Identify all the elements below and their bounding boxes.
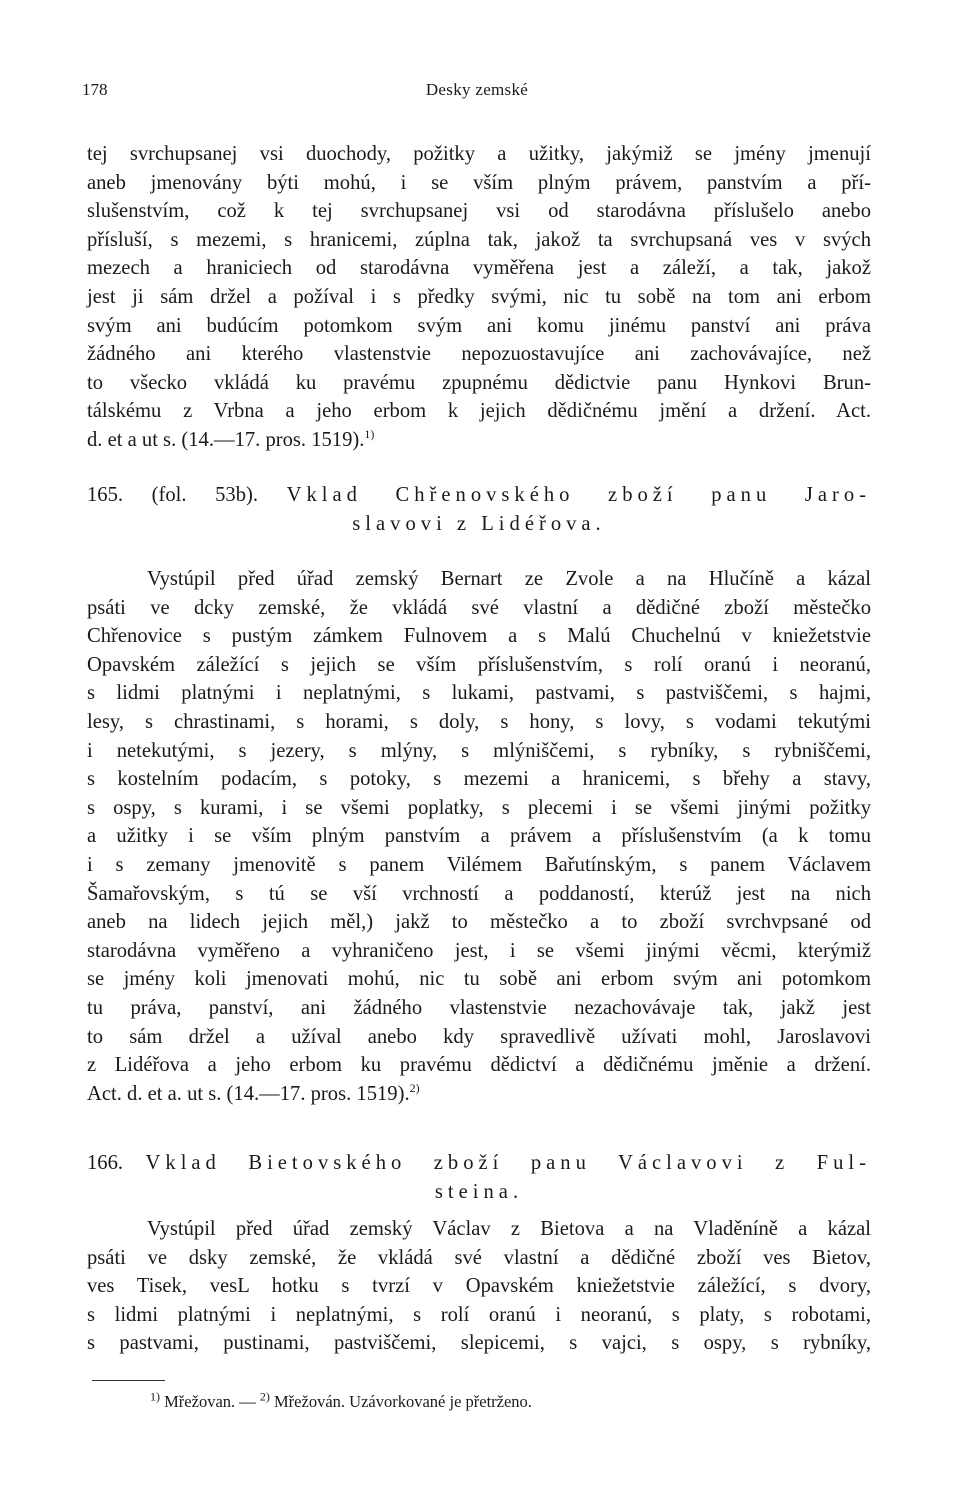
footnote-2-text: Mřežován. Uzávorkované je přetrženo. — [274, 1392, 532, 1411]
text-line: starodávna vyměřeno a vyhraničeno jest, i se všemi jinými věcmi, kterýmiž — [87, 939, 871, 962]
text-line: slušenstvím, což k tej svrchupsanej vsi od starodávna příslušelo anebo — [87, 200, 871, 223]
section-number: 165. — [87, 484, 124, 506]
text-line: psáti ve dcky zemské, že vkládá své vlastní a dědičné zboží městečko — [87, 596, 871, 619]
section-title-continuation: steina. — [434, 1180, 524, 1203]
text-line: s kostelním podacím, s potoky, s mezemi a hranicemi, s břehy a stavy, — [87, 768, 871, 791]
text-line: mezech a hraniciech od starodávna vyměřena jest a záleží, a tak, jakož — [87, 257, 871, 280]
text-line: s pastvami, pustinami, pastviščemi, slepicemi, s vajci, s ospy, s rybníky, — [87, 1332, 871, 1355]
text-line: psáti ve dsky zemské, že vkládá své vlastní a dědičné zboží ves Bietov, — [87, 1246, 871, 1269]
text-line: Act. d. et a. ut s. (14.—17. pros. 1519).$^{2)}$ — [87, 1080, 420, 1105]
text-line: se jmény koli jmenovati mohú, nic tu sobě ani erbom svým ani potomkom — [87, 968, 871, 991]
text-line: tu práva, panství, ani žádného vlastenstvie nezachovávaje tak, jakž jest — [87, 996, 871, 1019]
section-166-body — [87, 1215, 871, 1358]
page-number: 178 — [82, 80, 108, 99]
text-line: tálskému z Vrbna a jeho erbom k jejich dědičnému jmění a držení. Act. — [87, 400, 871, 423]
text-line: s lidmi platnými i neplatnými, s lukami, pastvami, s pastviščemi, s hajmi, — [87, 682, 871, 705]
section-164-continuation — [87, 140, 871, 455]
footnotes — [150, 1389, 532, 1412]
folio-reference: (fol. 53b). — [151, 484, 258, 506]
text-line: aneb jmenovány býti mohú, i se vším plným právem, panstvím a pří- — [87, 171, 871, 194]
section-title: Vklad Bietovského zboží panu Václavovi z Ful- — [145, 1152, 872, 1174]
text-line: i s zemany jmenovitě s panem Vilémem Bařutínským, s panem Václavem — [87, 853, 871, 876]
heading-line — [87, 1149, 871, 1178]
page-header — [82, 80, 872, 104]
text-line: jest ji sám držel a požíval i s předky svými, nic tu sobě na tom ani erbom — [87, 285, 871, 308]
text-line: a užitky i se vším plným panstvím a právem a příslušenstvím (a k tomu — [87, 825, 871, 848]
text-line: d. et a ut s. (14.—17. pros. 1519).$^{1)}$ — [87, 427, 375, 451]
running-title: Desky zemské — [425, 80, 529, 99]
section-165-body — [87, 565, 871, 1108]
text-line: ves Tisek, vesL hotku s tvrzí v Opavském kniežetstvie záležící, s dvory, — [87, 1275, 871, 1298]
text-line: přísluší, s mezemi, s hranicemi, zúplna tak, jakož ta svrchupsaná ves v svých — [87, 228, 871, 251]
text-line: to všecko vkládá ku pravému zpupnému dědictvie panu Hynkovi Brun- — [87, 371, 871, 394]
text-line: lesy, s chrastinami, s horami, s doly, s hony, s lovy, s vodami tekutými — [87, 710, 871, 733]
text-line: i netekutými, s jezery, s mlýny, s mlýniščemi, s rybníky, s rybniščemi, — [87, 739, 871, 762]
text-line: z Lidéřova a jeho erbom ku pravému dědictví a dědičnému jměnie a držení. — [87, 1054, 871, 1077]
footnote-divider — [92, 1380, 165, 1381]
section-title-continuation: slavovi z Lidéřova. — [352, 512, 606, 535]
section-165-heading — [87, 481, 871, 538]
text-line: Šamařovským, s tú se vší vrchností a poddaností, kterúž jest na nich — [87, 882, 871, 905]
text-line: to sám držel a užíval anebo kdy spravedlivě užívati mohl, Jaroslavovi — [87, 1025, 871, 1048]
text-line: Vystúpil před úřad zemský Bernart ze Zvole a na Hlučíně a kázal — [147, 568, 871, 590]
text-line: aneb na lidech jejich měl,) jakž to městečko a to zboží svrchvpsané od — [87, 911, 871, 934]
section-title: Vklad Chřenovského zboží panu Jaro- — [286, 484, 872, 506]
footnote-1-text: Mřežovan. — — [164, 1392, 256, 1411]
text-line: žádného ani kterého vlastenstvie nepozuostavujíce ani zachovávajíce, než — [87, 343, 871, 366]
section-166-heading — [87, 1149, 871, 1206]
section-number: 166. — [87, 1152, 124, 1174]
text-line: Opavském záležící s jejich se vším příslušenstvím, s rolí oranú i neoranú, — [87, 653, 871, 676]
text-line: s lidmi platnými i neplatnými, s rolí oranú i neoranú, s platy, s robotami, — [87, 1303, 871, 1326]
text-line: tej svrchupsanej vsi duochody, požitky a užitky, jakýmiž se jmény jmenují — [87, 143, 871, 165]
heading-line — [87, 481, 871, 510]
footnote-2-mark: 2) — [259, 1389, 270, 1404]
text-line: svým ani budúcím potomkom svým ani komu jinému panství ani práva — [87, 314, 871, 337]
footnote-reference: 1) — [364, 427, 375, 442]
text-line: Chřenovice s pustým zámkem Fulnovem a s Malú Chuchelnú v kniežetstvie — [87, 625, 871, 648]
text-line: s ospy, s kurami, i se všemi poplatky, s plecemi i se všemi jinými požitky — [87, 796, 871, 819]
footnote-reference: 2) — [409, 1080, 420, 1095]
footnote-1-mark: 1) — [150, 1389, 160, 1404]
text-line: Vystúpil před úřad zemský Václav z Bietova a na Vladěníně a kázal — [147, 1218, 871, 1240]
